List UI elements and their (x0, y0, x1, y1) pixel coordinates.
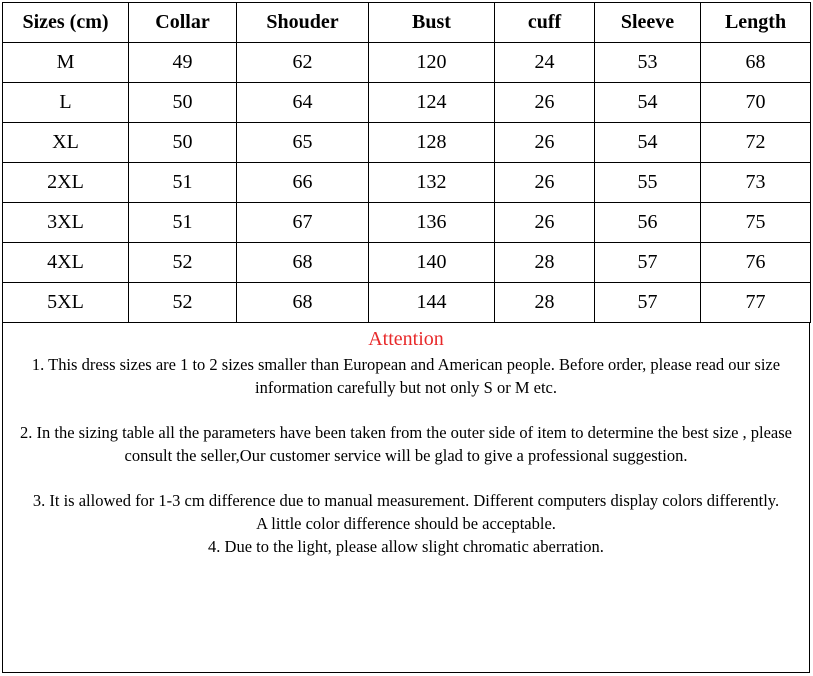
table-cell: 77 (701, 283, 811, 323)
table-cell: 76 (701, 243, 811, 283)
table-cell: 28 (495, 283, 595, 323)
table-cell: 64 (237, 83, 369, 123)
header-row (3, 3, 811, 43)
table-cell: 2XL (3, 163, 129, 203)
header-collar: Collar (129, 3, 237, 43)
table-cell: 52 (129, 283, 237, 323)
table-cell: 65 (237, 123, 369, 163)
table-cell: 140 (369, 243, 495, 283)
note-item: 3. It is allowed for 1-3 cm difference due to manual measurement. Different computers display colors differently. A little color difference should be acceptable. (32, 491, 780, 533)
header-sizes: Sizes (cm) (3, 3, 129, 43)
table-row (3, 163, 811, 203)
table-cell: 68 (701, 43, 811, 83)
table-cell: 53 (595, 43, 701, 83)
table-cell: 52 (129, 243, 237, 283)
table-cell: 128 (369, 123, 495, 163)
table-cell: 56 (595, 203, 701, 243)
size-chart (2, 2, 810, 674)
attention-notes (2, 322, 810, 673)
size-rows (3, 43, 811, 323)
table-cell: 26 (495, 203, 595, 243)
note-spacer (3, 399, 809, 421)
table-cell: 51 (129, 163, 237, 203)
table-cell: 4XL (3, 243, 129, 283)
table-cell: 49 (129, 43, 237, 83)
table-row (3, 203, 811, 243)
table-cell: 62 (237, 43, 369, 83)
table-cell: 26 (495, 83, 595, 123)
table-cell: XL (3, 123, 129, 163)
table-cell: 51 (129, 203, 237, 243)
table-cell: 120 (369, 43, 495, 83)
table-cell: 5XL (3, 283, 129, 323)
table-cell: 3XL (3, 203, 129, 243)
table-cell: 55 (595, 163, 701, 203)
note-item: 1. This dress sizes are 1 to 2 sizes smaller than European and American people. Before order, please read our size information carefully but not only S or M etc. (31, 355, 781, 397)
table-cell: 70 (701, 83, 811, 123)
header-length: Length (701, 3, 811, 43)
table-cell: L (3, 83, 129, 123)
size-table (2, 2, 811, 323)
table-row (3, 83, 811, 123)
table-row (3, 43, 811, 83)
header-sleeve: Sleeve (595, 3, 701, 43)
table-cell: 26 (495, 123, 595, 163)
table-cell: 72 (701, 123, 811, 163)
note-spacer (3, 467, 809, 489)
table-cell: 68 (237, 243, 369, 283)
table-cell: 66 (237, 163, 369, 203)
header-shoulder: Shouder (237, 3, 369, 43)
table-row (3, 123, 811, 163)
table-cell: 144 (369, 283, 495, 323)
note-item: 2. In the sizing table all the parameters have been taken from the outer side of item to determine the best size , please consult the seller,Our customer service will be glad to give a professional suggestion. (19, 423, 792, 465)
table-cell: 50 (129, 83, 237, 123)
table-cell: 57 (595, 243, 701, 283)
note-item: 4. Due to the light, please allow slight chromatic aberration. (208, 537, 604, 556)
table-cell: 54 (595, 83, 701, 123)
table-cell: 50 (129, 123, 237, 163)
table-cell: 54 (595, 123, 701, 163)
table-cell: 26 (495, 163, 595, 203)
table-cell: 67 (237, 203, 369, 243)
table-row (3, 283, 811, 323)
header-bust: Bust (369, 3, 495, 43)
header-cuff: cuff (495, 3, 595, 43)
table-cell: 24 (495, 43, 595, 83)
table-cell: 136 (369, 203, 495, 243)
table-cell: 73 (701, 163, 811, 203)
table-cell: 75 (701, 203, 811, 243)
table-cell: 57 (595, 283, 701, 323)
attention-title: Attention (368, 328, 444, 350)
table-cell: 124 (369, 83, 495, 123)
table-cell: 68 (237, 283, 369, 323)
table-cell: 132 (369, 163, 495, 203)
table-cell: 28 (495, 243, 595, 283)
table-row (3, 243, 811, 283)
table-cell: M (3, 43, 129, 83)
